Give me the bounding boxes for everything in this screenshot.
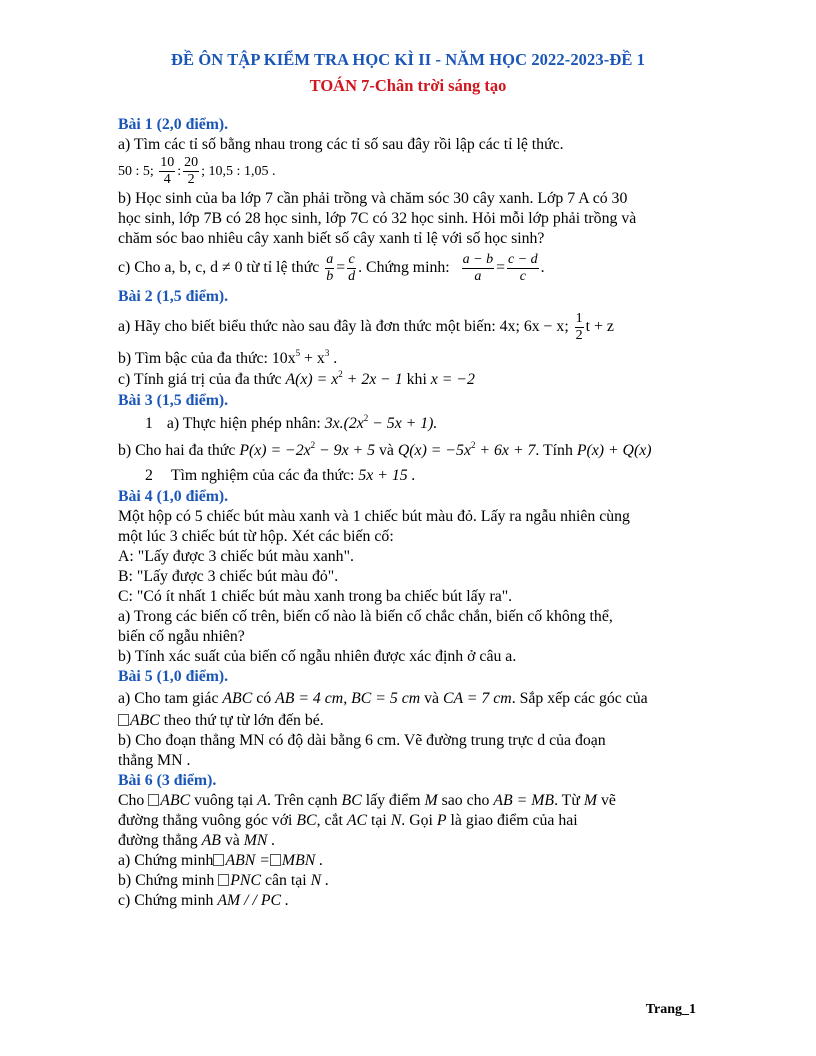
math: ABC <box>222 690 253 707</box>
math: 5x + 15 . <box>358 467 416 484</box>
exponent: 3 <box>324 348 330 358</box>
text: Cho <box>118 792 145 809</box>
text: và <box>424 690 439 707</box>
math: CA = 7 cm <box>442 690 512 707</box>
equals: = <box>496 259 505 276</box>
text: a) Chứng <box>118 852 178 869</box>
bai-6-part-b <box>118 871 700 891</box>
math: AB <box>201 832 221 849</box>
text: có độ dài bằng <box>268 732 362 749</box>
text: c) Tính giá trị của đa thức <box>118 371 282 388</box>
text: minh <box>180 852 214 869</box>
fraction: $\frac{20}{2}$ <box>184 155 199 188</box>
text: , cắt <box>316 812 343 829</box>
section-heading-bai-2: Bài 2 (1,5 điểm). <box>118 288 229 305</box>
text: theo thứ tự từ lớn đến bé. <box>163 712 324 729</box>
bai-1-ratios <box>118 155 700 189</box>
math: Q(x) = −5x <box>397 442 471 459</box>
math: AC <box>346 812 368 829</box>
math: d <box>537 732 546 749</box>
bai-5-part-a-cont <box>118 711 700 731</box>
bai-5-part-b-cont: thẳng MN . <box>118 752 191 769</box>
triangle-symbol-icon <box>148 794 159 806</box>
bai-1-part-c <box>118 249 700 287</box>
text: lấy điểm <box>365 792 421 809</box>
text: Tìm nghiệm của các đa thức: <box>170 467 355 484</box>
bai-6-line-1 <box>118 791 700 811</box>
ratio-text: ; 10,5 : 1,05 . <box>201 164 276 179</box>
page-number: Trang_1 <box>645 1002 696 1017</box>
triangle-symbol-icon <box>213 854 224 866</box>
math: + 2x − 1 <box>342 371 403 388</box>
document-subtitle: TOÁN 7-Chân trời sáng tạo <box>309 76 507 95</box>
bai-5-part-b <box>118 731 700 751</box>
section-heading-bai-6: Bài 6 (3 điểm). <box>118 772 217 789</box>
math: MN . <box>243 832 276 849</box>
text: b) Chứng minh <box>118 872 215 889</box>
text: . Sắp xếp các góc của <box>511 690 648 707</box>
math: P(x) + Q(x) <box>576 442 652 459</box>
document-body <box>118 115 700 911</box>
bai-6-line-3 <box>118 831 700 851</box>
bai-4-line: C: "Có ít nhất 1 chiếc bút màu xanh trong ba chiếc bút lấy ra". <box>118 588 513 605</box>
document-title: ĐỀ ÔN TẬP KIỂM TRA HỌC KÌ II - NĂM HỌC 2022-2023-ĐỀ 1 <box>170 50 646 69</box>
math: − 5x + 1). <box>368 415 438 432</box>
math: − 9x + 5 <box>315 442 376 459</box>
math: BC <box>296 812 317 829</box>
equals: = <box>336 259 346 276</box>
text: và <box>224 832 240 849</box>
ratio-text: 50 : 5; <box>118 164 154 179</box>
text: a) Thực hiện phép nhân: <box>166 415 321 432</box>
bai-5-part-a <box>118 687 700 711</box>
math: P(x) = −2x <box>239 442 311 459</box>
math: MN <box>239 732 265 749</box>
bai-6-part-c <box>118 891 700 911</box>
triangle-symbol-icon <box>118 714 129 726</box>
text: . Trên cạnh <box>266 792 338 809</box>
math: N <box>390 812 402 829</box>
fraction: $\frac{a - b}{a}$ <box>462 251 494 284</box>
math: A(x) = x <box>285 371 339 388</box>
bai-4-line: a) Trong các biến cố trên, biến cố nào là biến cố chắc chắn, biến cố không thể, <box>118 608 613 625</box>
math: ABC <box>160 792 191 809</box>
text: đường thẳng vuông góc với <box>118 812 293 829</box>
math: BC <box>341 792 362 809</box>
text: . Gọi <box>401 812 433 829</box>
math: x = −2 <box>430 371 475 388</box>
text: cân tại <box>264 872 307 889</box>
math: MBN . <box>281 852 324 869</box>
text: b) Cho đoạn thẳng <box>118 732 236 749</box>
bai-2-part-a <box>118 307 700 347</box>
text: c) Chứng minh <box>118 892 214 909</box>
exponent: 2 <box>470 440 476 450</box>
bai-2-part-c <box>118 369 700 391</box>
text: c) Cho a, b, c, d ≠ 0 từ tỉ lệ thức <box>118 259 320 276</box>
bai-6-line-2 <box>118 811 700 831</box>
bai-1-part-b-line-2: học sinh, lớp 7B có 28 học sinh, lớp 7C có 32 học sinh. Hỏi mỗi lớp phải trồng và <box>118 210 637 227</box>
text: a) Hãy cho biết biểu thức nào sau đây là đơn thức một biến: 4x; 6x − x; <box>118 318 569 335</box>
section-heading-bai-3: Bài 3 (1,5 điểm). <box>118 392 229 409</box>
section-heading-bai-5: Bài 5 (1,0 điểm). <box>118 668 229 685</box>
section-heading-bai-1: Bài 1 (2,0 điểm). <box>118 116 229 133</box>
text: . Vẽ đường trung trực <box>396 732 534 749</box>
math: 6 cm <box>365 732 397 749</box>
text: vẽ <box>600 792 616 809</box>
math: A <box>257 792 267 809</box>
bai-3-item-1 <box>118 411 700 437</box>
exponent: 2 <box>363 413 369 423</box>
exponent: 2 <box>338 369 343 379</box>
bai-4-line: A: "Lấy được 3 chiếc bút màu xanh". <box>118 548 354 565</box>
text: là giao điểm của hai <box>450 812 578 829</box>
math: N . <box>310 872 330 889</box>
math: + 6x + 7 <box>475 442 536 459</box>
text: a) Cho tam giác <box>118 690 219 707</box>
bai-2-part-b <box>118 349 700 369</box>
list-number: 1 <box>145 415 153 432</box>
text: sao cho <box>441 792 490 809</box>
bai-4-line: b) Tính xác suất của biến cố ngẫu nhiên được xác định ở câu a. <box>118 648 517 665</box>
fraction: $\frac{1}{2}$ <box>575 310 583 343</box>
math: ABN = <box>225 852 270 869</box>
bai-4-line: B: "Lấy được 3 chiếc bút màu đỏ". <box>118 568 339 585</box>
math: M <box>583 792 598 809</box>
text: có <box>256 690 272 707</box>
math: AM / / PC . <box>217 892 289 909</box>
text: tại <box>371 812 387 829</box>
math: M <box>424 792 438 809</box>
text: vuông tại <box>194 792 254 809</box>
fraction: $\frac{10}{4}$ <box>160 155 175 188</box>
text: b) Cho hai đa thức <box>118 442 236 459</box>
text: . Từ <box>554 792 580 809</box>
text: . <box>329 350 338 367</box>
text: của đoạn <box>549 732 606 749</box>
bai-4-line: biến cố ngẫu nhiên? <box>118 628 245 645</box>
bai-1-part-b-line-3: chăm sóc bao nhiêu cây xanh biết số cây xanh tỉ lệ với số học sinh? <box>118 230 545 247</box>
math: ABC <box>130 712 160 729</box>
math: AB = MB <box>493 792 555 809</box>
text: và <box>379 442 394 459</box>
section-heading-bai-4: Bài 4 (1,0 điểm). <box>118 488 229 505</box>
math: AB = 4 cm, BC = 5 cm <box>275 690 421 707</box>
text: đường thẳng <box>118 832 198 849</box>
bai-4-line: một lúc 3 chiếc bút từ hộp. Xét các biến cố: <box>118 528 394 545</box>
text: + x <box>300 350 325 367</box>
bai-1-part-a: a) Tìm các tỉ số bằng nhau trong các tỉ số sau đây rồi lập các tỉ lệ thức. <box>118 136 564 153</box>
text: khi <box>406 371 427 388</box>
bai-4-line: Một hộp có 5 chiếc bút màu xanh và 1 chiếc bút màu đỏ. Lấy ra ngẫu nhiên cùng <box>118 508 630 525</box>
math: PNC <box>230 872 262 889</box>
bai-3-part-b <box>118 437 700 465</box>
text: . <box>540 259 545 276</box>
exponent: 2 <box>310 440 316 450</box>
text: t + z <box>585 318 614 335</box>
bai-1-part-b-line-1: b) Học sinh của ba lớp 7 cần phải trồng và chăm sóc 30 cây xanh. Lớp 7 A có 30 <box>118 190 628 207</box>
text: b) Tìm bậc của đa thức: 10x <box>118 350 296 367</box>
bai-6-part-a <box>118 851 700 871</box>
text: . Tính <box>535 442 573 459</box>
math: 3x.(2x <box>324 415 364 432</box>
fraction: $\frac{c - d}{c}$ <box>508 251 538 284</box>
text: . Chứng minh: <box>358 259 450 276</box>
list-number: 2 <box>145 467 153 484</box>
colon: : <box>177 164 182 179</box>
fraction: $\frac{a}{b}$ <box>326 251 334 284</box>
math: P <box>436 812 447 829</box>
fraction: $\frac{c}{d}$ <box>348 251 356 284</box>
triangle-symbol-icon <box>270 854 281 866</box>
triangle-symbol-icon <box>218 874 229 886</box>
exponent: 5 <box>295 348 301 358</box>
bai-3-item-2 <box>118 465 700 487</box>
